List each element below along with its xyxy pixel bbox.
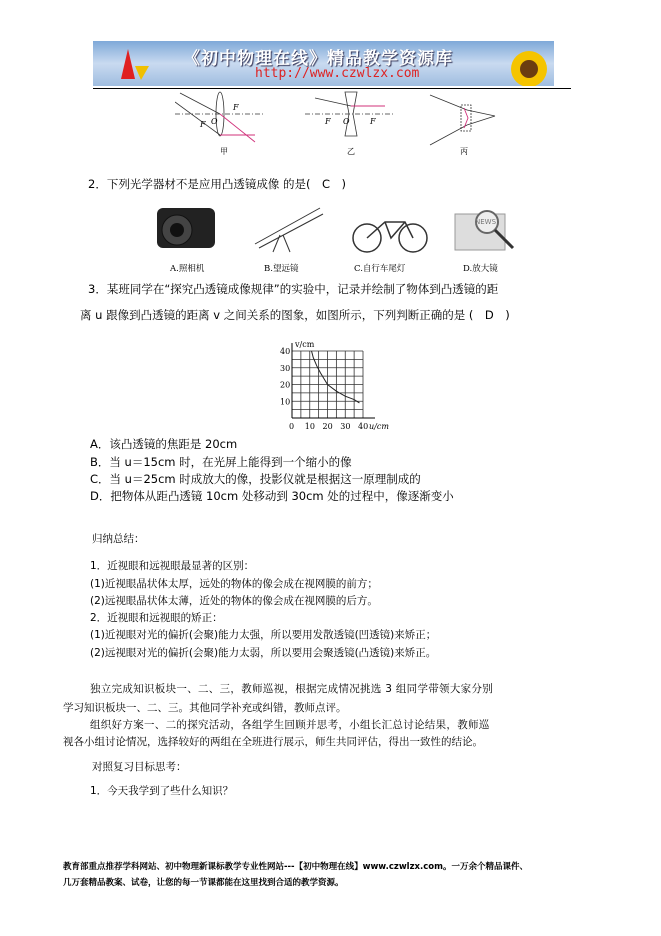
q3-option-b: B．当 u＝15cm 时，在光屏上能得到一个缩小的像 xyxy=(90,455,352,469)
banner-url[interactable]: http://www.czwlzx.com xyxy=(255,66,420,81)
q3-option-a: A．该凸透镜的焦距是 20cm xyxy=(90,437,238,451)
summary-title: 归纳总结： xyxy=(92,533,145,545)
option-c-caption: C.自行车尾灯 xyxy=(354,264,406,274)
paragraph-line: 组织好方案一、二的探究活动，各组学生回顾并思考，小组长汇总讨论结果，教师巡 xyxy=(90,719,490,731)
camera-image xyxy=(157,208,215,248)
logo-icon xyxy=(113,44,153,84)
banner-title: 《初中物理在线》精品教学资源库 xyxy=(183,49,453,69)
summary-item: 1．近视眼和远视眼最显著的区别： xyxy=(90,560,255,572)
paragraph-line: 学习知识板块一、二、三。其他同学补充或纠错，教师点评。 xyxy=(63,702,347,714)
q2-images xyxy=(155,200,525,256)
focus-label: F xyxy=(200,120,206,129)
focus-label: F xyxy=(233,103,239,112)
y-tick-label: 40 xyxy=(280,347,291,356)
lens-diagram xyxy=(175,90,505,158)
footer-line2: 几万套精品教案、试卷，让您的每一节课都能在这里找到合适的教学资源。 xyxy=(63,878,344,888)
reflect-question-1: 1．今天我学到了些什么知识？ xyxy=(90,785,234,797)
center-label: O xyxy=(343,117,350,126)
figure-label: 乙 xyxy=(347,147,355,156)
summary-item: (1)近视眼对光的偏折(会聚)能力太强，所以要用发散透镜(凹透镜)来矫正； xyxy=(90,629,437,641)
x-tick-label: 30 xyxy=(340,422,351,431)
paragraph-line: 独立完成知识板块一、二、三，教师巡视，根据完成情况挑选 3 组同学带领大家分别 xyxy=(90,683,494,695)
y-axis-label: v/cm xyxy=(295,340,315,349)
focus-label: F xyxy=(325,117,331,126)
sunflower-image xyxy=(494,41,554,86)
q3-option-c: C．当 u＝25cm 时成放大的像，投影仪就是根据这一原理制成的 xyxy=(90,472,421,486)
y-tick-label: 20 xyxy=(280,380,291,390)
summary-item: (2)远视眼对光的偏折(会聚)能力太弱，所以要用会聚透镜(凸透镜)来矫正。 xyxy=(90,647,437,659)
figure-label: 甲 xyxy=(220,147,228,156)
summary-item: 2．近视眼和远视眼的矫正： xyxy=(90,612,223,624)
option-a-caption: A.照相机 xyxy=(170,264,205,274)
telescope-image xyxy=(255,208,323,252)
paragraph-line: 视各小组讨论情况，选择较好的两组在全班进行展示，师生共同评估，得出一致性的结论。 xyxy=(63,736,483,748)
news-text: NEWS xyxy=(475,218,497,226)
x-tick-label: 0 xyxy=(289,422,295,431)
footer-line1: 教育部重点推荐学科网站、初中物理新课标教学专业性网站---【初中物理在线】www.czwlzx.com。一万余个精品课件、 xyxy=(63,862,528,872)
q3-option-d: D．把物体从距凸透镜 10cm 处移动到 30cm 处的过程中，像逐渐变小 xyxy=(90,489,454,503)
uv-chart xyxy=(270,336,410,436)
x-tick-label: 10 xyxy=(304,422,315,431)
y-tick-label: 30 xyxy=(280,363,291,373)
x-tick-label: 20 xyxy=(322,422,333,431)
figure-label: 丙 xyxy=(460,147,468,156)
question-3-line2: 离 u 跟像到凸透镜的距离 v 之间关系的图象，如图所示，下列判断正确的是 ( D ) xyxy=(80,308,510,322)
question-3-line1: 3．某班同学在“探究凸透镜成像规律”的实验中，记录并绘制了物体到凸透镜的距 xyxy=(88,282,499,296)
header-rule xyxy=(93,88,571,89)
reflect-title: 对照复习目标思考： xyxy=(92,761,187,773)
focus-label: F xyxy=(370,117,376,126)
question-2: 2．下列光学器材不是应用凸透镜成像 的是( C ) xyxy=(88,177,346,191)
summary-item: (1)近视眼晶状体太厚，远处的物体的像会成在视网膜的前方； xyxy=(90,578,378,590)
magnifier-news-image xyxy=(455,211,513,250)
site-banner xyxy=(93,41,554,86)
option-d-caption: D.放大镜 xyxy=(463,264,498,274)
center-label: O xyxy=(211,117,218,126)
x-axis-label: u/cm xyxy=(369,422,389,431)
y-tick-label: 10 xyxy=(280,397,291,407)
option-b-caption: B.望远镜 xyxy=(264,264,299,274)
x-tick-label: 40 xyxy=(358,422,369,431)
summary-item: (2)远视眼晶状体太薄，近处的物体的像会成在视网膜的后方。 xyxy=(90,595,378,607)
bicycle-image xyxy=(353,222,427,252)
